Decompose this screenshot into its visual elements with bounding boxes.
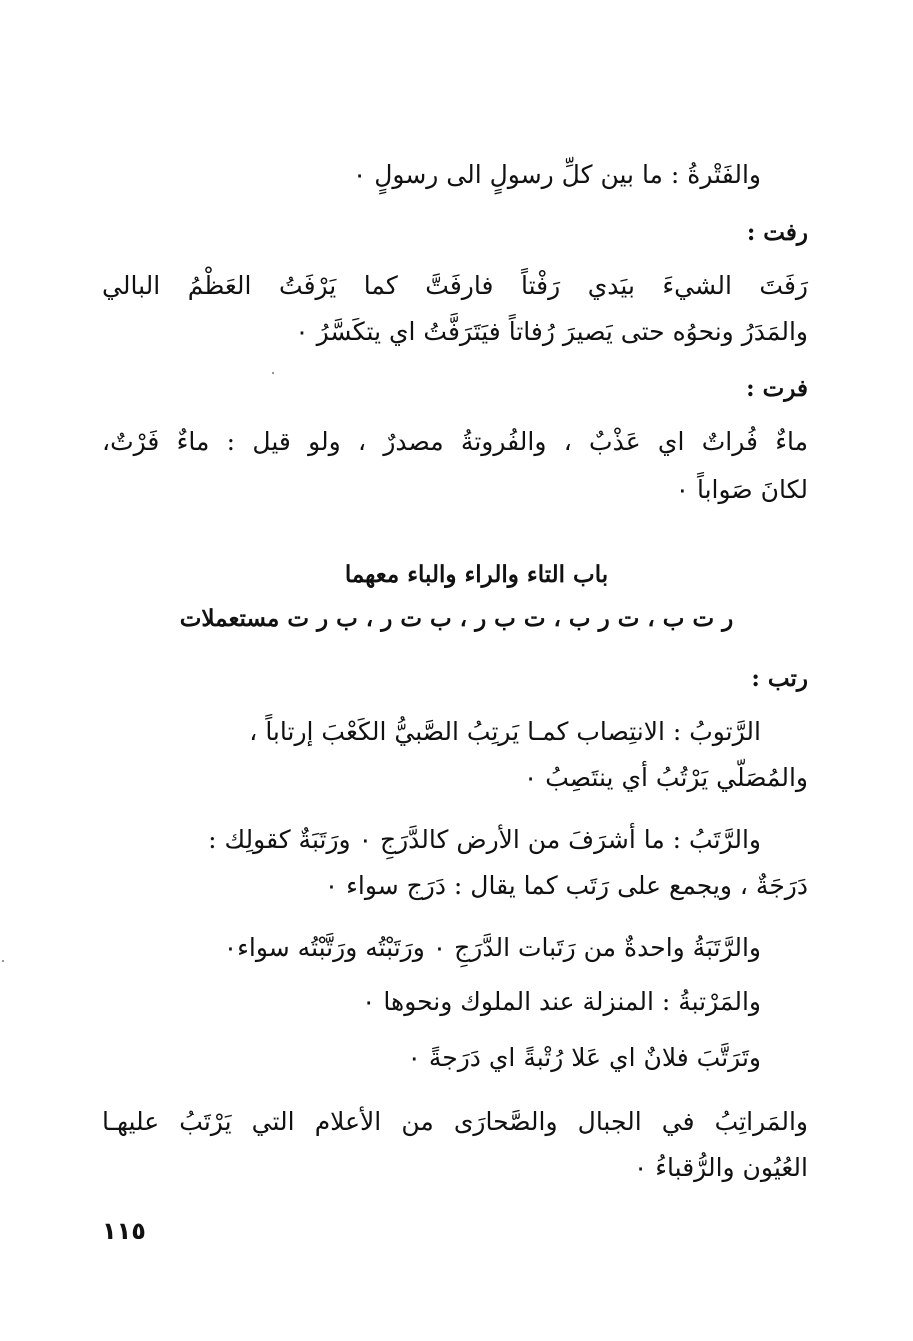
entry-ratab-line-5: والرَّتَبَةُ واحدةٌ من رَتَبات الدَّرَجِ ٠ ورَتَبْتُه ورَتَّبْتُه سواء٠ bbox=[223, 933, 761, 962]
headword-ratab: رتب : bbox=[751, 665, 808, 692]
entry-ratab-line-8: والمَراتِبُ في الجبال والصَّحارَى من الأعلام التي يَرْتَبُ عليهـا bbox=[102, 1107, 808, 1136]
entry-ratab-line-6: والمَرْتبةُ : المنزلة عند الملوك ونحوها ٠ bbox=[362, 987, 761, 1016]
entry-ratab-line-9: العُيُون والرُّقباءُ ٠ bbox=[633, 1153, 808, 1182]
entry-rafat-line-1: رَفَتَ الشيءَ بيَدي رَفْتاً فارفَتَّ كما يَرْفَتُ العَظْمُ البالي bbox=[102, 271, 808, 300]
chapter-title: باب التاء والراء والباء معهما bbox=[344, 561, 609, 588]
chapter-root-combinations: ر ت ب ، ت ر ب ، ت ب ر ، ب ت ر ، ب ر ت مستعملات bbox=[179, 605, 734, 632]
entry-ratab-line-1: الرَّتوبُ : الانتِصاب كمـا يَرتِبُ الصَّبيُّ الكَعْبَ إرتاباً ، bbox=[249, 717, 761, 746]
page-number: ١١٥ bbox=[102, 1217, 146, 1245]
headword-rafat: رفت : bbox=[746, 219, 808, 246]
entry-furat-line-2: لكانَ صَواباً ٠ bbox=[675, 475, 808, 504]
entry-ratab-line-4: دَرَجَةٌ ، ويجمع على رَتَب كما يقال : دَرَج سواء ٠ bbox=[324, 871, 808, 900]
entry-ratab-line-7: وتَرَتَّبَ فلانٌ اي عَلا رُتْبةً اي دَرَجةً ٠ bbox=[407, 1043, 761, 1072]
scan-speck bbox=[2, 960, 4, 962]
entry-ratab-line-3: والرَّتَبُ : ما أشرَفَ من الأرض كالدَّرَجِ ٠ ورَتَبَةٌ كقولِك : bbox=[208, 825, 761, 854]
entry-rafat-line-2: والمَدَرُ ونحوُه حتى يَصيرَ رُفاتاً فيَتَرَفَّتُ اي يتكَسَّرُ ٠ bbox=[295, 317, 808, 346]
scan-speck bbox=[272, 372, 274, 374]
entry-ratab-line-2: والمُصَلّي يَرْتُبُ أي ينتَصِبُ ٠ bbox=[523, 763, 808, 792]
headword-furat: فرت : bbox=[746, 375, 808, 402]
entry-fatra-line: والفَتْرةُ : ما بين كلِّ رسولٍ الى رسولٍ ٠ bbox=[352, 160, 761, 189]
entry-furat-line-1: ماءٌ فُراتٌ اي عَذْبٌ ، والفُروتةُ مصدرٌ ، ولو قيل : ماءٌ فَرْتٌ، bbox=[102, 427, 808, 456]
